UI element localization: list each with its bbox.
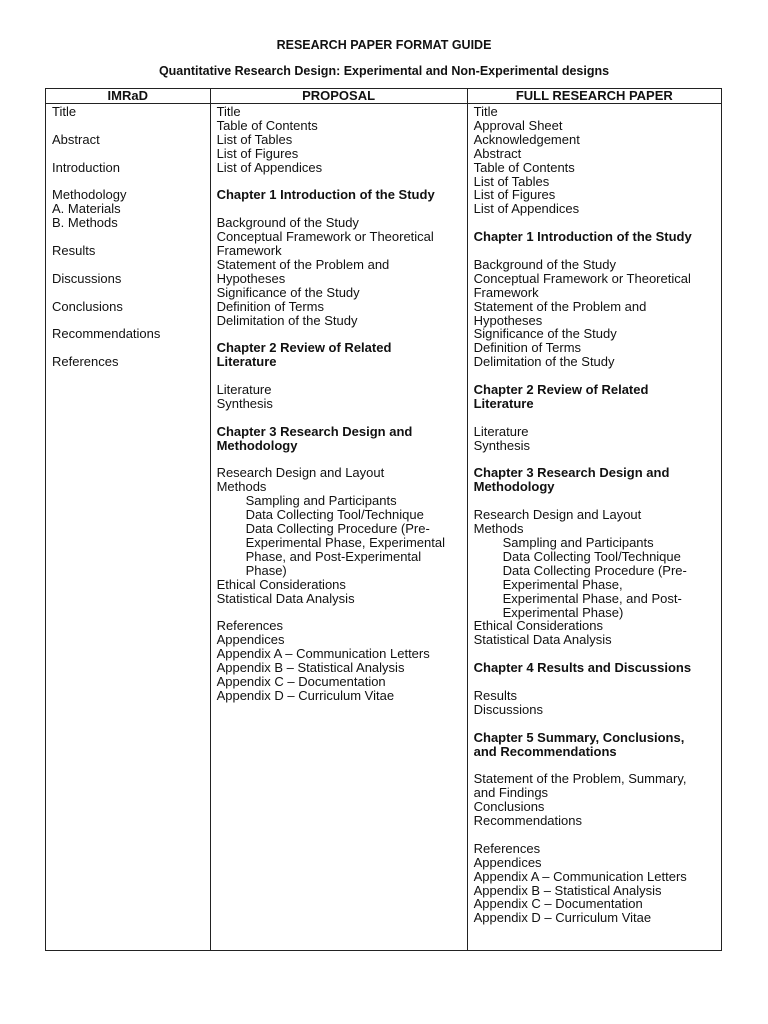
spacer — [52, 286, 210, 300]
spacer — [474, 647, 721, 661]
document-title: RESEARCH PAPER FORMAT GUIDE — [276, 38, 492, 52]
format-guide-table — [45, 88, 722, 951]
list-item: References — [473, 840, 541, 856]
spacer — [52, 175, 210, 189]
spacer — [52, 258, 210, 272]
list-item: Title — [216, 104, 241, 119]
list-item: Delimitation of the Study — [216, 312, 358, 328]
spacer — [474, 244, 721, 258]
section-heading: Chapter 3 Research Design and — [473, 465, 670, 481]
list-item: Background of the Study — [473, 256, 616, 272]
list-item: List of Tables — [216, 131, 293, 147]
list-item: Recommendations — [473, 813, 582, 829]
list-item: Methodology — [52, 187, 127, 203]
list-item: Conclusions — [52, 298, 123, 314]
spacer — [52, 119, 210, 133]
spacer — [52, 147, 210, 161]
list-item: Delimitation of the Study — [473, 354, 615, 370]
list-item: Conclusions — [473, 799, 545, 815]
header-imrad: IMRaD — [46, 89, 211, 104]
section-heading: and Recommendations — [473, 743, 617, 759]
list-item: Appendix A – Communication Letters — [473, 868, 687, 884]
list-item: Ethical Considerations — [473, 618, 603, 634]
section-heading: Chapter 1 Introduction of the Study — [473, 229, 692, 245]
list-item: Appendix D – Curriculum Vitae — [216, 687, 395, 703]
list-item: Definition of Terms — [216, 298, 324, 314]
header-full-research-paper: FULL RESEARCH PAPER — [467, 89, 721, 104]
document-subtitle: Quantitative Research Design: Experimental and Non-Experimental designs — [158, 64, 610, 78]
list-item: Sampling and Participants — [245, 493, 397, 509]
list-item: Data Collecting Tool/Technique — [502, 548, 681, 564]
spacer — [474, 494, 721, 508]
list-item: Literature — [216, 382, 272, 398]
list-item: Appendix C – Documentation — [473, 896, 643, 912]
spacer — [217, 606, 467, 620]
list-item: List of Tables — [473, 173, 550, 189]
list-item: Experimental Phase, — [502, 576, 623, 592]
list-item: Appendix C – Documentation — [216, 674, 386, 690]
list-item: Data Collecting Procedure (Pre- — [502, 562, 687, 578]
list-item: Significance of the Study — [473, 326, 617, 342]
list-item: Statement of the Problem and — [216, 256, 390, 272]
spacer — [474, 758, 721, 772]
list-item: B. Methods — [52, 215, 118, 231]
list-item: Conceptual Framework or Theoretical — [216, 229, 434, 245]
section-heading: Methodology — [473, 479, 555, 495]
section-heading: Chapter 5 Summary, Conclusions, — [473, 729, 685, 745]
spacer — [474, 828, 721, 842]
list-item: Table of Contents — [216, 117, 318, 133]
list-item: References — [216, 618, 284, 634]
list-item: Approval Sheet — [473, 117, 563, 133]
spacer — [474, 411, 721, 425]
list-item: A. Materials — [52, 201, 121, 217]
list-item: Results — [473, 687, 517, 703]
section-heading: Literature — [216, 354, 277, 370]
list-item: Appendix A – Communication Letters — [216, 646, 430, 662]
spacer — [217, 327, 467, 341]
list-item: Research Design and Layout — [473, 507, 642, 523]
list-item: List of Figures — [216, 145, 299, 161]
list-item: Phase, and Post-Experimental — [245, 548, 422, 564]
spacer — [474, 453, 721, 467]
list-item: Recommendations — [52, 326, 161, 342]
section-heading: Chapter 2 Review of Related — [216, 340, 392, 356]
list-item: List of Figures — [473, 187, 556, 203]
list-item: Data Collecting Procedure (Pre- — [245, 521, 430, 537]
section-heading: Chapter 1 Introduction of the Study — [216, 187, 435, 203]
spacer — [217, 175, 467, 189]
list-item: Discussions — [52, 270, 122, 286]
list-item: Literature — [473, 423, 529, 439]
list-item: Significance of the Study — [216, 284, 360, 300]
full-paper-column — [467, 104, 721, 951]
list-item: Methods — [473, 521, 524, 537]
list-item: Data Collecting Tool/Technique — [245, 507, 424, 523]
table-body-row — [46, 104, 722, 951]
list-item: Framework — [216, 243, 282, 259]
list-item: Statistical Data Analysis — [216, 590, 355, 606]
list-item: Methods — [216, 479, 267, 495]
list-item: Conceptual Framework or Theoretical — [473, 270, 691, 286]
section-heading: Chapter 3 Research Design and — [216, 423, 413, 439]
list-item: Phase) — [245, 562, 287, 578]
list-item: Acknowledgement — [473, 131, 580, 147]
list-item: Synthesis — [473, 437, 530, 453]
section-heading: Chapter 2 Review of Related — [473, 382, 649, 398]
header-proposal: PROPOSAL — [210, 89, 467, 104]
list-item: and Findings — [473, 785, 549, 801]
list-item: Ethical Considerations — [216, 576, 346, 592]
spacer — [474, 216, 721, 230]
list-item: Abstract — [52, 131, 100, 147]
list-item: Appendix B – Statistical Analysis — [473, 882, 662, 898]
list-item: Sampling and Participants — [502, 535, 654, 550]
list-item: Table of Contents — [473, 159, 575, 175]
list-item: References — [52, 354, 119, 370]
list-item: Definition of Terms — [473, 340, 582, 356]
list-item: Discussions — [473, 701, 543, 717]
proposal-column — [210, 104, 467, 951]
section-heading: Literature — [473, 395, 534, 411]
spacer — [52, 230, 210, 244]
section-heading: Methodology — [216, 437, 298, 453]
spacer — [217, 411, 467, 425]
list-item: Synthesis — [216, 395, 273, 411]
table-header-row — [46, 89, 722, 104]
spacer — [474, 369, 721, 383]
list-item: Statement of the Problem and — [473, 298, 647, 314]
list-item: List of Appendices — [473, 201, 580, 217]
section-heading: Chapter 4 Results and Discussions — [473, 660, 692, 676]
list-item: Abstract — [473, 145, 522, 161]
list-item: Experimental Phase, Experimental — [245, 535, 445, 550]
list-item: List of Appendices — [216, 159, 323, 175]
list-item: Background of the Study — [216, 215, 359, 231]
list-item: Appendices — [473, 854, 542, 870]
spacer — [217, 369, 467, 383]
spacer — [474, 675, 721, 689]
list-item: Title — [52, 104, 77, 119]
list-item: Hypotheses — [473, 312, 543, 328]
list-item: Appendices — [216, 632, 285, 648]
list-item: Results — [52, 243, 96, 258]
list-item: Introduction — [52, 159, 120, 175]
list-item: Experimental Phase) — [502, 604, 624, 620]
list-item: Appendix B – Statistical Analysis — [216, 660, 405, 676]
spacer — [217, 453, 467, 467]
spacer — [217, 202, 467, 216]
imrad-column — [46, 104, 211, 951]
list-item: Statement of the Problem, Summary, — [473, 771, 687, 787]
list-item: Hypotheses — [216, 270, 286, 286]
list-item: Framework — [473, 284, 539, 300]
spacer — [474, 717, 721, 731]
spacer — [52, 314, 210, 328]
list-item: Statistical Data Analysis — [473, 632, 612, 648]
list-item: Appendix D – Curriculum Vitae — [473, 910, 652, 926]
list-item: Research Design and Layout — [216, 465, 385, 481]
list-item: Title — [473, 104, 498, 119]
spacer — [52, 341, 210, 355]
list-item: Experimental Phase, and Post- — [502, 590, 682, 606]
